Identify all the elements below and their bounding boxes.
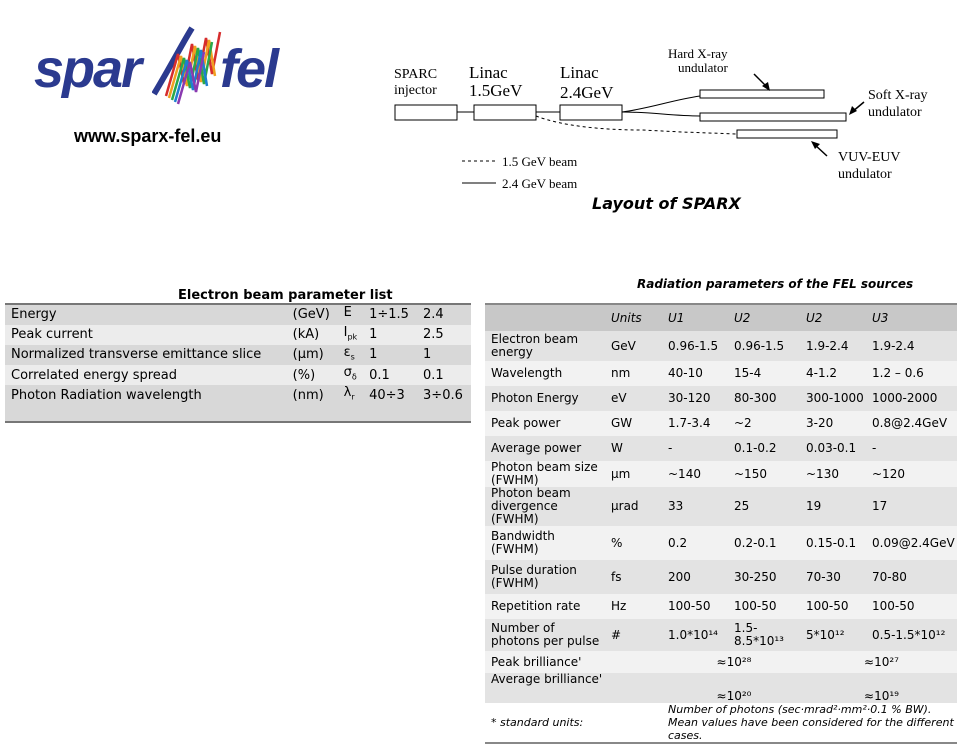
value-cell: 30-250 xyxy=(728,560,800,594)
linac2-block xyxy=(560,105,622,120)
value-cell: 1.0*10¹⁴ xyxy=(662,619,728,651)
value-cell: 0.96-1.5 xyxy=(662,331,728,361)
soft-xray-label-line1: Soft X-ray xyxy=(868,88,928,103)
value-cell: 0.09@2.4GeV xyxy=(866,526,957,560)
value-cell: 0.15-0.1 xyxy=(800,526,866,560)
value-cell: 100-50 xyxy=(866,594,957,619)
param-unit: (GeV) xyxy=(287,304,338,325)
radiation-table-row xyxy=(485,594,957,619)
footnote-label: * standard units: xyxy=(485,703,662,743)
symbol-text: I xyxy=(343,325,348,341)
brilliance-low-value: ≈10²⁰ xyxy=(662,673,800,703)
symbol-subscript: s xyxy=(350,352,355,362)
param-symbol xyxy=(338,385,363,405)
hard-xray-label-line2: undulator xyxy=(678,60,728,75)
row-label: Photon beam size (FWHM) xyxy=(485,461,605,487)
symbol-subscript: pk xyxy=(347,332,358,342)
value-cell: 100-50 xyxy=(800,594,866,619)
param-value-low: 1 xyxy=(363,345,417,365)
param-value-low: 1÷1.5 xyxy=(363,304,417,325)
row-label: Photon Energy xyxy=(485,386,605,411)
radiation-table-row xyxy=(485,560,957,594)
value-cell: 0.03-0.1 xyxy=(800,436,866,461)
value-cell: 0.2 xyxy=(662,526,728,560)
param-value-high: 1 xyxy=(417,345,471,365)
param-value-low: 1 xyxy=(363,325,417,345)
linac2-label-line2: 2.4GeV xyxy=(560,83,614,102)
blank-cell xyxy=(417,405,471,422)
brilliance-row xyxy=(485,651,957,673)
value-cell: 25 xyxy=(728,487,800,526)
hard-xray-label-line1: Hard X-ray xyxy=(668,46,728,61)
value-cell: 70-30 xyxy=(800,560,866,594)
value-cell: 0.96-1.5 xyxy=(728,331,800,361)
param-symbol xyxy=(338,325,363,345)
electron-beam-table xyxy=(5,303,471,423)
value-cell: 80-300 xyxy=(728,386,800,411)
value-cell: ~140 xyxy=(662,461,728,487)
value-cell: 70-80 xyxy=(866,560,957,594)
sparx-fel-logo xyxy=(30,18,300,108)
header-cell: U1 xyxy=(662,304,728,331)
injector-block xyxy=(395,105,457,120)
value-cell: - xyxy=(866,436,957,461)
header-cell: U2 xyxy=(728,304,800,331)
value-cell: GeV xyxy=(605,331,662,361)
param-unit: (%) xyxy=(287,365,338,385)
symbol-text: σ xyxy=(343,365,352,381)
logo-text-left: spar xyxy=(34,39,141,99)
blank-cell xyxy=(5,405,287,422)
row-label: Average brilliance' xyxy=(485,673,662,703)
row-label: Number of photons per pulse xyxy=(485,619,605,651)
symbol-text: E xyxy=(343,305,352,320)
electron-table-blank-row xyxy=(5,405,471,422)
value-cell: Hz xyxy=(605,594,662,619)
logo-text-right: fel xyxy=(220,39,278,99)
value-cell: fs xyxy=(605,560,662,594)
value-cell: 0.2-0.1 xyxy=(728,526,800,560)
value-cell: 4-1.2 xyxy=(800,361,866,386)
blank-cell xyxy=(338,405,363,422)
layout-caption: Layout of SPARX xyxy=(592,194,741,213)
value-cell: 1.9-2.4 xyxy=(866,331,957,361)
value-cell: 33 xyxy=(662,487,728,526)
radiation-table-row xyxy=(485,361,957,386)
header-cell xyxy=(485,304,605,331)
param-unit: (nm) xyxy=(287,385,338,405)
param-value-low: 0.1 xyxy=(363,365,417,385)
param-symbol xyxy=(338,365,363,385)
value-cell: 1.2 – 0.6 xyxy=(866,361,957,386)
value-cell: GW xyxy=(605,411,662,436)
param-name: Normalized transverse emittance slice xyxy=(5,345,287,365)
value-cell: ~130 xyxy=(800,461,866,487)
value-cell: 1.9-2.4 xyxy=(800,331,866,361)
radiation-table-row xyxy=(485,526,957,560)
param-value-high: 2.4 xyxy=(417,304,471,325)
value-cell: eV xyxy=(605,386,662,411)
electron-table-row xyxy=(5,325,471,345)
electron-table-title: Electron beam parameter list xyxy=(178,288,393,303)
radiation-table-row xyxy=(485,436,957,461)
value-cell: 30-120 xyxy=(662,386,728,411)
electron-table-row xyxy=(5,345,471,365)
value-cell: 5*10¹² xyxy=(800,619,866,651)
brilliance-row xyxy=(485,673,957,703)
value-cell: ~2 xyxy=(728,411,800,436)
radiation-parameters-table xyxy=(485,303,957,744)
linac2-label-line1: Linac xyxy=(560,63,599,82)
param-name: Energy xyxy=(5,304,287,325)
radiation-table-title: Radiation parameters of the FEL sources xyxy=(637,277,914,291)
symbol-subscript: r xyxy=(351,392,355,402)
param-value-high: 3÷0.6 xyxy=(417,385,471,405)
value-cell: µrad xyxy=(605,487,662,526)
symbol-text: ε xyxy=(343,345,351,361)
logo-x-mark-icon xyxy=(152,24,224,108)
row-label: Average power xyxy=(485,436,605,461)
value-cell: # xyxy=(605,619,662,651)
footnote-text: Number of photons (sec·mrad²·mm²·0.1 % BW). Mean values have been considered for the different cases. xyxy=(662,703,957,743)
value-cell: nm xyxy=(605,361,662,386)
electron-table-row xyxy=(5,365,471,385)
brilliance-high-value: ≈10¹⁹ xyxy=(800,673,957,703)
linac1-label-line2: 1.5GeV xyxy=(469,81,523,100)
row-label: Pulse duration (FWHM) xyxy=(485,560,605,594)
vuv-euv-label-line1: VUV-EUV xyxy=(838,150,901,165)
radiation-table-row xyxy=(485,619,957,651)
header-cell: Units xyxy=(605,304,662,331)
electron-table-row xyxy=(5,304,471,325)
header-cell: U3 xyxy=(866,304,957,331)
header-cell: U2 xyxy=(800,304,866,331)
row-label: Electron beam energy xyxy=(485,331,605,361)
radiation-table-row xyxy=(485,386,957,411)
electron-table-row xyxy=(5,385,471,405)
param-value-high: 2.5 xyxy=(417,325,471,345)
row-label: Photon beam divergence (FWHM) xyxy=(485,487,605,526)
param-value-high: 0.1 xyxy=(417,365,471,385)
value-cell: 17 xyxy=(866,487,957,526)
legend-dashed-label: 1.5 GeV beam xyxy=(502,154,578,169)
value-cell: 15-4 xyxy=(728,361,800,386)
value-cell: 300-1000 xyxy=(800,386,866,411)
hard-xray-undulator xyxy=(700,90,824,98)
row-label: Wavelength xyxy=(485,361,605,386)
value-cell: 100-50 xyxy=(728,594,800,619)
radiation-table-row xyxy=(485,487,957,526)
value-cell: 0.1-0.2 xyxy=(728,436,800,461)
footnote-row xyxy=(485,703,957,743)
param-value-low: 40÷3 xyxy=(363,385,417,405)
value-cell: % xyxy=(605,526,662,560)
value-cell: 1000-2000 xyxy=(866,386,957,411)
beam-line-hard xyxy=(622,96,700,112)
value-cell: 1.7-3.4 xyxy=(662,411,728,436)
linac1-label-line1: Linac xyxy=(469,63,508,82)
value-cell: W xyxy=(605,436,662,461)
row-label: Bandwidth (FWHM) xyxy=(485,526,605,560)
value-cell: 1.5-8.5*10¹³ xyxy=(728,619,800,651)
param-symbol xyxy=(338,345,363,365)
soft-xray-label-line2: undulator xyxy=(868,105,922,120)
param-unit: (kA) xyxy=(287,325,338,345)
value-cell: 3-20 xyxy=(800,411,866,436)
website-url[interactable]: www.sparx-fel.eu xyxy=(74,126,222,146)
param-name: Photon Radiation wavelength xyxy=(5,385,287,405)
param-name: Peak current xyxy=(5,325,287,345)
radiation-table-row xyxy=(485,461,957,487)
param-name: Correlated energy spread xyxy=(5,365,287,385)
beam-line-soft xyxy=(622,112,700,116)
value-cell: 0.8@2.4GeV xyxy=(866,411,957,436)
legend-solid-label: 2.4 GeV beam xyxy=(502,176,578,191)
symbol-subscript: δ xyxy=(351,372,357,382)
value-cell: ~150 xyxy=(728,461,800,487)
value-cell: 40-10 xyxy=(662,361,728,386)
value-cell: ~120 xyxy=(866,461,957,487)
vuv-euv-undulator xyxy=(737,130,837,138)
row-label: Peak power xyxy=(485,411,605,436)
param-symbol xyxy=(338,304,363,325)
value-cell: - xyxy=(662,436,728,461)
value-cell: 200 xyxy=(662,560,728,594)
linac1-block xyxy=(474,105,536,120)
radiation-table-row xyxy=(485,411,957,436)
radiation-table-row xyxy=(485,331,957,361)
value-cell: 19 xyxy=(800,487,866,526)
blank-cell xyxy=(287,405,338,422)
value-cell: µm xyxy=(605,461,662,487)
vuv-euv-label-line2: undulator xyxy=(838,167,892,182)
param-unit: (µm) xyxy=(287,345,338,365)
row-label: Peak brilliance' xyxy=(485,651,662,673)
soft-xray-undulator xyxy=(700,113,846,121)
value-cell: 100-50 xyxy=(662,594,728,619)
blank-cell xyxy=(363,405,417,422)
injector-label-line1: SPARC xyxy=(394,67,438,82)
brilliance-high-value: ≈10²⁷ xyxy=(800,651,957,673)
value-cell: 0.5-1.5*10¹² xyxy=(866,619,957,651)
symbol-text: λ xyxy=(343,385,352,401)
brilliance-low-value: ≈10²⁸ xyxy=(662,651,800,673)
radiation-table-header xyxy=(485,304,957,331)
injector-label-line2: injector xyxy=(394,83,437,98)
row-label: Repetition rate xyxy=(485,594,605,619)
